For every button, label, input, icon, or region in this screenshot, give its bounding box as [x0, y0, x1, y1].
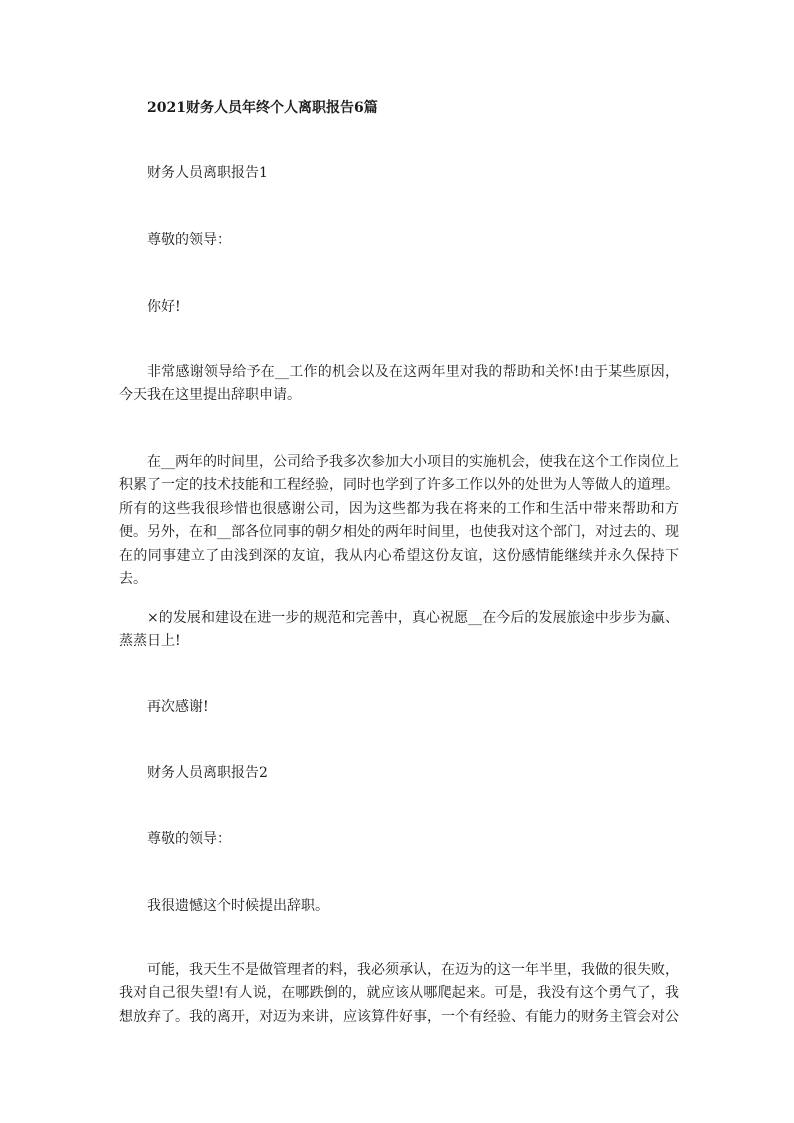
report1-greeting: 你好! — [147, 299, 181, 315]
report2-paragraph-2: 可能，我天生不是做管理者的料，我必须承认，在迈为的这一年半里，我做的很失败，我对自己很失望!有人说，在哪跌倒的，就应该从哪爬起来。可是，我没有这个勇气了，我想放弃了。我的离开，对迈为来讲，应该算件好事，一个有经验、有能力的财务主管会对公 — [119, 962, 679, 1025]
report1-closing: 再次感谢! — [147, 699, 209, 715]
document-title: 2021财务人员年终个人离职报告6篇 — [147, 100, 378, 116]
report1-paragraph-3: ×的发展和建设在进一步的规范和完善中，真心祝愿__在今后的发展旅途中步步为赢、蒸蒸日上! — [119, 610, 679, 650]
report1-heading: 财务人员离职报告1 — [147, 165, 268, 181]
report2-salutation: 尊敬的领导： — [147, 831, 231, 847]
report1-paragraph-2: 在__两年的时间里，公司给予我多次参加大小项目的实施机会，使我在这个工作岗位上积累了一定的技术技能和工程经验，同时也学到了许多工作以外的处世为人等做人的道理。所有的这些我很珍惜也很感谢公司，因为这些都为我在将来的工作和生活中带来帮助和方便。另外，在和__部各位同事的朝夕相处的两年时间里，也使我对这个部门，对过去的、现在的同事建立了由浅到深的友谊，我从内心希望这份友谊，这份感情能继续并永久保持下去。 — [119, 454, 679, 588]
report2-heading: 财务人员离职报告2 — [147, 765, 268, 781]
report1-salutation: 尊敬的领导： — [147, 232, 231, 248]
report2-paragraph-1: 我很遗憾这个时候提出辞职。 — [147, 898, 329, 914]
report1-paragraph-1: 非常感谢领导给予在__工作的机会以及在这两年里对我的帮助和关怀!由于某些原因，今天我在这里提出辞职申请。 — [119, 364, 679, 404]
